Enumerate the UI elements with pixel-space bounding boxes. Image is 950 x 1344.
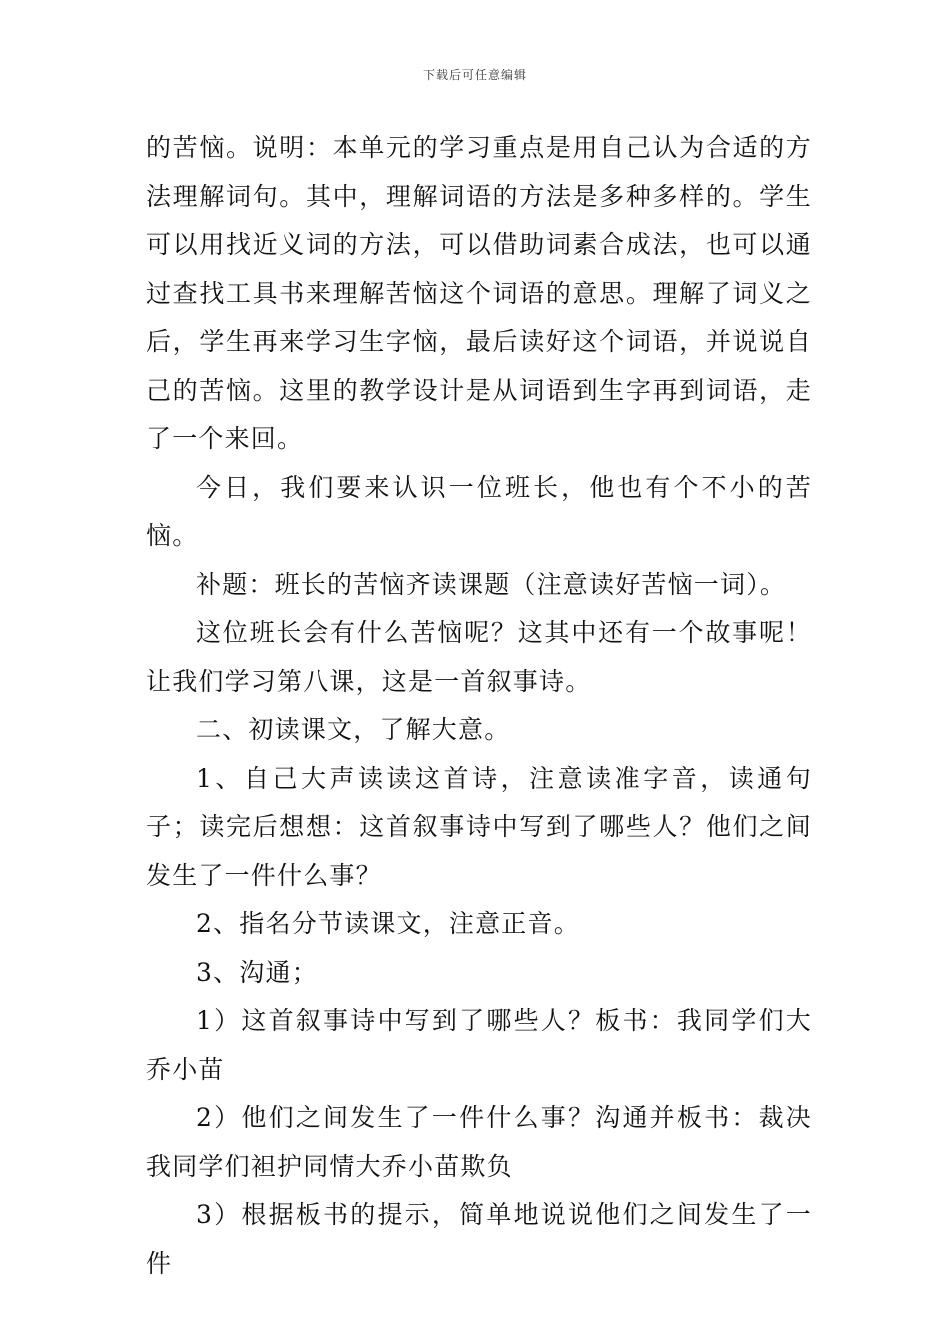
- paragraph: 这位班长会有什么苦恼呢？这其中还有一个故事呢！让我们学习第八课，这是一首叙事诗。: [146, 618, 812, 696]
- section-heading: 二、初读课文，了解大意。: [196, 715, 511, 744]
- paragraph: 的苦恼。说明：本单元的学习重点是用自己认为合适的方法理解词句。其中，理解词语的方法是多种多样的。学生可以用找近义词的方法，可以借助词素合成法，也可以通过查找工具书来理解苦恼这个词语的意思。理解了词义之后，学生再来学习生字恼，最后读好这个词语，并说说自己的苦恼。这里的教学设计是从词语到生字再到词语，走了一个来回。: [146, 133, 812, 453]
- sub-list-item: 3）根据板书的提示，简单地说说他们之间发生了一件: [146, 1200, 812, 1278]
- list-item: 1、自己大声读读这首诗，注意读准字音，读通句子；读完后想想：这首叙事诗中写到了哪些人？他们之间发生了一件什么事？: [146, 763, 812, 890]
- sub-list-item: 1）这首叙事诗中写到了哪些人？板书：我同学们大乔小苗: [146, 1006, 812, 1084]
- paragraph: 今日，我们要来认识一位班长，他也有个不小的苦恼。: [146, 472, 812, 550]
- list-item: 3、沟通；: [196, 957, 318, 987]
- document-body: [146, 124, 812, 1288]
- paragraph: 补题：班长的苦恼齐读课题（注意读好苦恼一词）。: [196, 569, 787, 599]
- sub-list-item: 2）他们之间发生了一件什么事？沟通并板书：裁决我同学们袒护同情大乔小苗欺负: [146, 1103, 812, 1181]
- list-item: 2、指名分节读课文，注意正音。: [196, 909, 580, 938]
- page-header: 下载后可任意编辑: [422, 68, 527, 82]
